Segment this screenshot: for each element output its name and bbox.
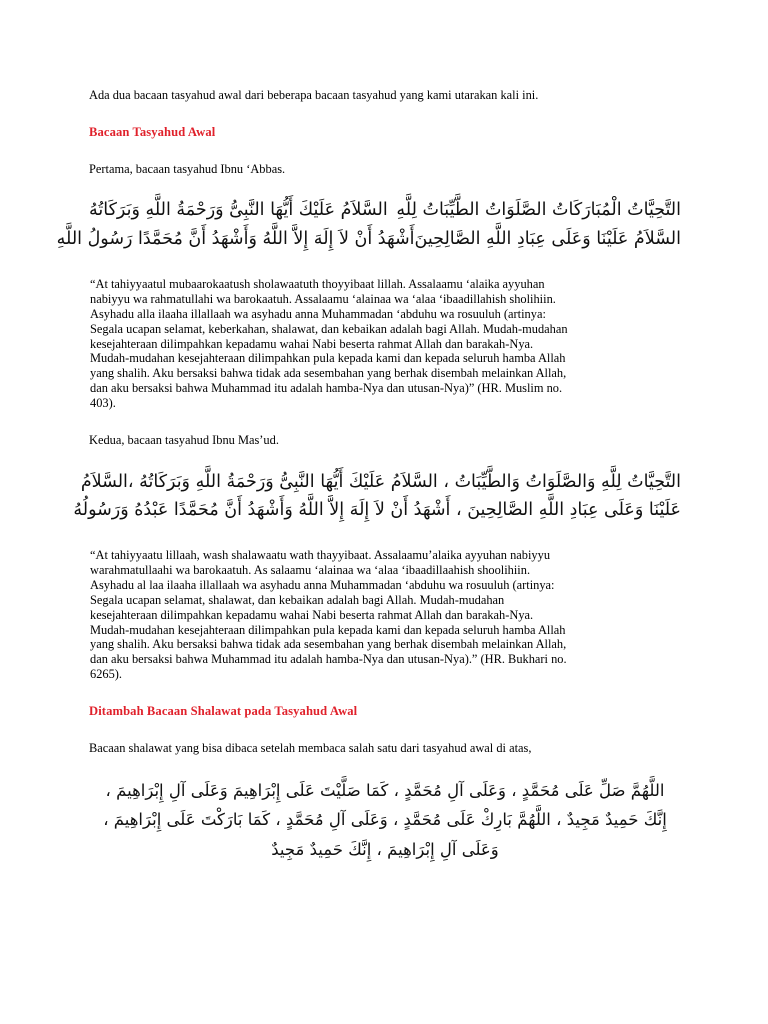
translation-line: kesejahteraan dilimpahkan kepadamu wahai Nabi beserta rahmat Allah dan barakah-Nya. <box>90 607 534 622</box>
document-body <box>56 88 681 864</box>
arabic-line-segment: التَّحِيَّاتُ لِلَّهِ وَالصَّلَوَاتُ وَالطَّيِّبَاتُ ، السَّلاَمُ عَلَيْكَ أَيُّهَا النَّبِىُّ وَرَحْمَةُ اللَّهِ وَبَرَكَاتُهُ ، <box>127 471 681 492</box>
lead-kedua: Kedua, bacaan tasyahud Ibnu Mas’ud. <box>89 432 279 447</box>
intro-paragraph: Ada dua bacaan tasyahud awal dari beberapa bacaan tasyahud yang kami utarakan kali ini. <box>89 88 539 102</box>
lead-shalawat: Bacaan shalawat yang bisa dibaca setelah membaca salah satu dari tasyahud awal di atas, <box>89 741 532 756</box>
arabic-line <box>89 196 681 224</box>
translation-line: “At tahiyyaatul mubaarokaatush sholawaatuth thoyyibaat lillah. Assalaamu ‘alaika ayyuhan <box>90 277 545 292</box>
section-heading-ditambah-bacaan-shalawat: Ditambah Bacaan Shalawat pada Tasyahud Awal <box>89 704 358 719</box>
arabic-line-segment: التَّحِيَّاتُ الْمُبَارَكَاتُ الصَّلَوَاتُ الطَّيِّبَاتُ لِلَّهِ <box>396 200 681 221</box>
arabic-line-segment: السَّلاَمُ عَلَيْنَا وَعَلَى عِبَادِ اللَّهِ الصَّالِحِينَ <box>414 228 681 249</box>
section-heading-bacaan-tasyahud-awal: Bacaan Tasyahud Awal <box>89 124 216 139</box>
arabic-text-tasyahud-ibnu-abbas <box>56 196 681 253</box>
translation-line: 403). <box>90 396 116 411</box>
translation-line: nabiyyu wa rahmatullahi wa barokaatuh. Assalaamu ‘alainaa wa ‘alaa ‘ibaadillahish sholihiin. <box>90 291 556 306</box>
translation-line: yang shalih. Aku bersaksi bahwa tidak ada sesembahan yang berhak disembah melainkan Allah, <box>90 637 567 652</box>
arabic-text-shalawat <box>89 776 681 864</box>
arabic-line: إِنَّكَ حَمِيدٌ مَجِيدٌ ، اللَّهُمَّ بَارِكْ عَلَى مُحَمَّدٍ ، وَعَلَى آلِ مُحَمَّدٍ ، كَمَا بَارَكْتَ عَلَى إِبْرَاهِيمَ ، <box>103 810 667 830</box>
translation-line: Mudah-mudahan kesejahteraan dilimpahkan pula kepada kami dan kepada seluruh hamba Allah <box>90 351 566 366</box>
arabic-line <box>80 468 681 496</box>
arabic-line-segment: السَّلاَمُ عَلَيْكَ أَيُّهَا النَّبِىُّ وَرَحْمَةُ اللَّهِ وَبَرَكَاتُهُ <box>89 200 388 221</box>
translation-line: dan aku bersaksi bahwa Muhammad itu adalah hamba-Nya dan utusan-Nya).” (HR. Bukhari no. <box>90 652 567 667</box>
arabic-line-segment: أَشْهَدُ أَنْ لاَ إِلَهَ إِلاَّ اللَّهُ وَأَشْهَدُ أَنَّ مُحَمَّدًا رَسُولُ اللَّهِ <box>56 228 415 249</box>
translation-line: Asyhadu al laa ilaaha illallaah wa asyhadu anna Muhammadan ‘abduhu wa rosuuluh (artinya: <box>90 577 555 592</box>
translation-line: 6265). <box>90 667 123 682</box>
translation-line: Segala ucapan selamat, keberkahan, shalawat, dan kebaikan adalah bagi Allah. Mudah-mudahan <box>90 321 568 336</box>
arabic-line-segment: السَّلاَمُ <box>80 471 128 492</box>
arabic-line: وَعَلَى آلِ إِبْرَاهِيمَ ، إِنَّكَ حَمِيدٌ مَجِيدٌ <box>271 839 499 859</box>
translation-tasyahud-ibnu-masud <box>89 548 676 682</box>
arabic-line <box>73 496 681 524</box>
arabic-line-segment: عَلَيْنَا وَعَلَى عِبَادِ اللَّهِ الصَّالِحِينَ ، أَشْهَدُ أَنْ لاَ إِلَهَ إِلاَّ اللَّهُ وَأَشْهَدُ أَنَّ مُحَمَّدًا عَبْدُهُ وَرَسُولُهُ <box>73 499 681 520</box>
translation-line: “At tahiyyaatu lillaah, wash shalawaatu wath thayyibaat. Assalaamu’alaika ayyuhan nabiyyu <box>90 548 551 563</box>
arabic-line <box>56 225 681 253</box>
translation-line: Asyhadu alla ilaaha illallaah wa asyhadu anna Muhammadan ‘abduhu wa rosuuluh (artinya: <box>90 306 546 321</box>
translation-line: dan aku bersaksi bahwa Muhammad itu adalah hamba-Nya dan utusan-Nya)” (HR. Muslim no. <box>90 381 563 396</box>
lead-pertama: Pertama, bacaan tasyahud Ibnu ‘Abbas. <box>89 161 286 176</box>
arabic-text-tasyahud-ibnu-masud <box>73 468 681 525</box>
translation-line: Segala ucapan selamat, shalawat, dan kebaikan adalah bagi Allah. Mudah-mudahan <box>90 592 505 607</box>
translation-line: yang shalih. Aku bersaksi bahwa tidak ada sesembahan yang berhak disembah melainkan Allah, <box>90 366 567 381</box>
translation-line: warahmatullaahi wa barokaatuh. As salaamu ‘alainaa wa ‘alaa ‘ibaadillaahish shoolihiin. <box>90 563 531 578</box>
translation-line: kesejahteraan dilimpahkan kepadamu wahai Nabi beserta rahmat Allah dan barakah-Nya. <box>90 336 534 351</box>
translation-tasyahud-ibnu-abbas <box>89 277 676 411</box>
translation-line: Mudah-mudahan kesejahteraan dilimpahkan pula kepada kami dan kepada seluruh hamba Allah <box>90 622 566 637</box>
arabic-line: اللَّهُمَّ صَلِّ عَلَى مُحَمَّدٍ ، وَعَلَى آلِ مُحَمَّدٍ ، كَمَا صَلَّيْتَ عَلَى إِبْرَاهِيمَ وَعَلَى آلِ إِبْرَاهِيمَ ، <box>105 780 665 800</box>
